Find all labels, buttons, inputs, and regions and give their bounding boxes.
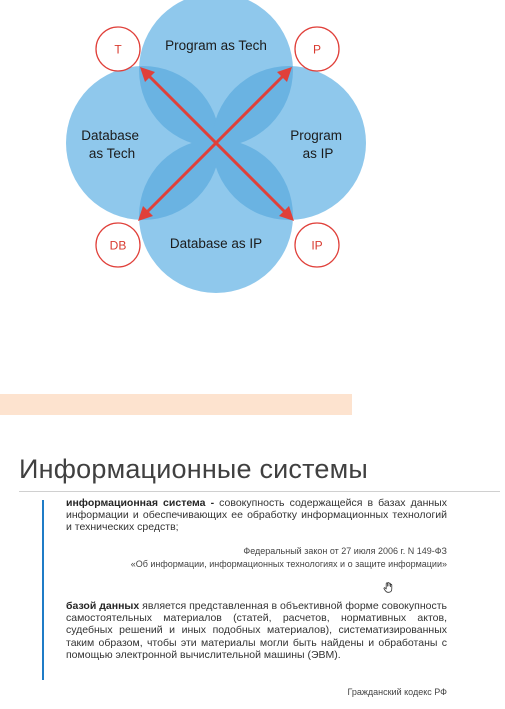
- badge-p: [295, 27, 339, 71]
- hand-cursor-icon: [383, 582, 393, 593]
- page-title: Информационные системы: [19, 454, 368, 484]
- badge-db: [96, 223, 140, 267]
- source-civil-code: Гражданский кодекс РФ: [347, 687, 447, 697]
- badge-t: [96, 27, 140, 71]
- source-law-title: Федеральный закон от 27 июля 2006 г. N 149-ФЗ: [243, 546, 447, 556]
- definition-term: базой данных: [66, 600, 140, 612]
- definition-text: совокупность содержащейся в базах данных информации и обеспечивающих ее обработку информационных технологий и технических средств;: [66, 497, 447, 534]
- source-law-name: «Об информации, информационных технологиях и о защите информации»: [130, 559, 447, 569]
- definition-information-system: [66, 497, 447, 534]
- definition-database: [66, 600, 447, 661]
- slide-footer-strip: [0, 394, 352, 415]
- svg-text:P: P: [312, 42, 322, 57]
- svg-text:IP: IP: [311, 238, 323, 253]
- label-database-as-tech: Database as Tech: [81, 128, 140, 161]
- badge-ip: [295, 223, 339, 267]
- definition-text: является представленная в объективной форме совокупность самостоятельных материалов (статей, расчетов, нормативных актов, судебных решений и иных подобных материалов), систематизированных таким образом, чтобы эти материалы могли быть найдены и обработаны с помощью электронной вычислительной машины (ЭВМ).: [66, 600, 447, 661]
- accent-bar: [42, 500, 44, 680]
- svg-text:T: T: [114, 42, 122, 57]
- label-database-as-ip: Database as IP: [169, 236, 263, 251]
- definition-term: информационная система -: [66, 497, 215, 509]
- label-program-as-tech: Program as Tech: [165, 38, 267, 53]
- title-divider: [19, 491, 500, 492]
- svg-text:DB: DB: [109, 238, 127, 253]
- venn-diagram: [0, 0, 505, 300]
- label-program-as-ip: Program as IP: [290, 128, 342, 161]
